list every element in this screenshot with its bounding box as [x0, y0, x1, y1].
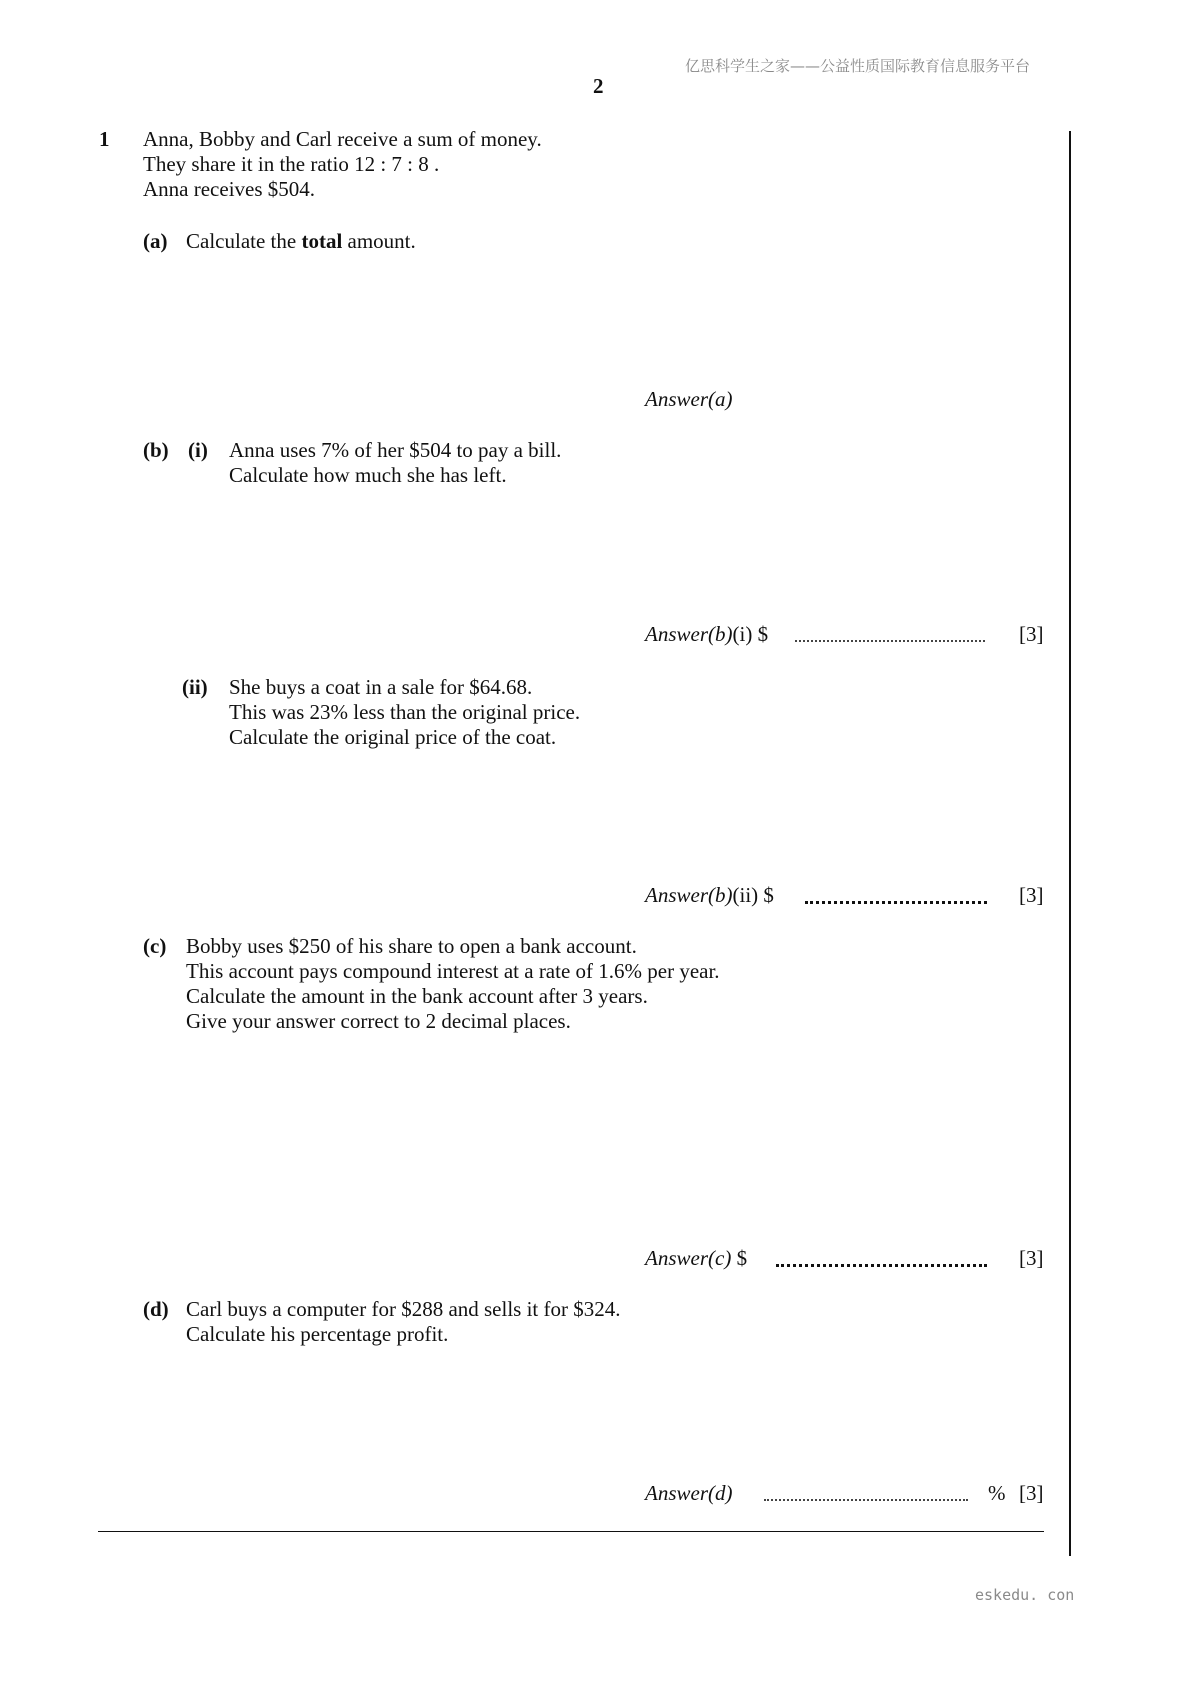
text-line: Anna uses 7% of her $504 to pay a bill. [229, 438, 562, 462]
part-c-text [186, 934, 720, 1034]
answer-a-label: Answer(a) [645, 387, 733, 411]
right-margin-rule [1069, 131, 1071, 1556]
stem-line: Anna, Bobby and Carl receive a sum of money. [143, 127, 542, 151]
part-b-ii-label: (ii) [182, 675, 208, 699]
text-line: This account pays compound interest at a rate of 1.6% per year. [186, 959, 720, 983]
part-d-text [186, 1297, 621, 1347]
text-line: Calculate the original price of the coat. [229, 725, 557, 749]
part-b-ii-text [229, 675, 580, 750]
part-b-label: (b) [143, 438, 169, 462]
question-stem [143, 127, 542, 202]
text-line: Calculate his percentage profit. [186, 1322, 449, 1346]
answer-b-ii-field[interactable] [805, 901, 987, 904]
answer-d-field[interactable] [764, 1499, 968, 1501]
part-a-label: (a) [143, 229, 168, 253]
question-number: 1 [99, 127, 110, 151]
marks-b-i: [3] [1019, 622, 1044, 646]
text-line: This was 23% less than the original price. [229, 700, 581, 724]
part-b-i-label: (i) [188, 438, 208, 462]
answer-c-label: Answer(c) $ [645, 1246, 748, 1270]
text-line: Calculate the amount in the bank account after 3 years. [186, 984, 648, 1008]
answer-d-unit: % [988, 1481, 1006, 1505]
part-d-label: (d) [143, 1297, 169, 1321]
part-c-label: (c) [143, 934, 167, 958]
text-line: Bobby uses $250 of his share to open a bank account. [186, 934, 637, 958]
header-watermark: 亿思科学生之家——公益性质国际教育信息服务平台 [685, 57, 1031, 75]
stem-line: Anna receives $504. [143, 177, 316, 201]
bottom-rule [98, 1531, 1044, 1532]
text-line: She buys a coat in a sale for $64.68. [229, 675, 533, 699]
text-line: Give your answer correct to 2 decimal places. [186, 1009, 571, 1033]
part-a-text: Calculate the total amount. [186, 229, 416, 253]
marks-b-ii: [3] [1019, 883, 1044, 907]
answer-b-ii-label: Answer(b)(ii) $ [645, 883, 774, 907]
text-line: Calculate how much she has left. [229, 463, 507, 487]
answer-b-i-field[interactable] [795, 640, 985, 642]
text-line: Carl buys a computer for $288 and sells it for $324. [186, 1297, 621, 1321]
page-number: 2 [593, 74, 604, 98]
stem-line: They share it in the ratio 12 : 7 : 8 . [143, 152, 440, 176]
answer-d-label: Answer(d) [645, 1481, 733, 1505]
footer-watermark: eskedu. con [975, 1586, 1075, 1604]
part-b-i-text [229, 438, 561, 488]
answer-b-i-label: Answer(b)(i) $ [645, 622, 769, 646]
answer-c-field[interactable] [776, 1264, 987, 1267]
marks-d: [3] [1019, 1481, 1044, 1505]
marks-c: [3] [1019, 1246, 1044, 1270]
